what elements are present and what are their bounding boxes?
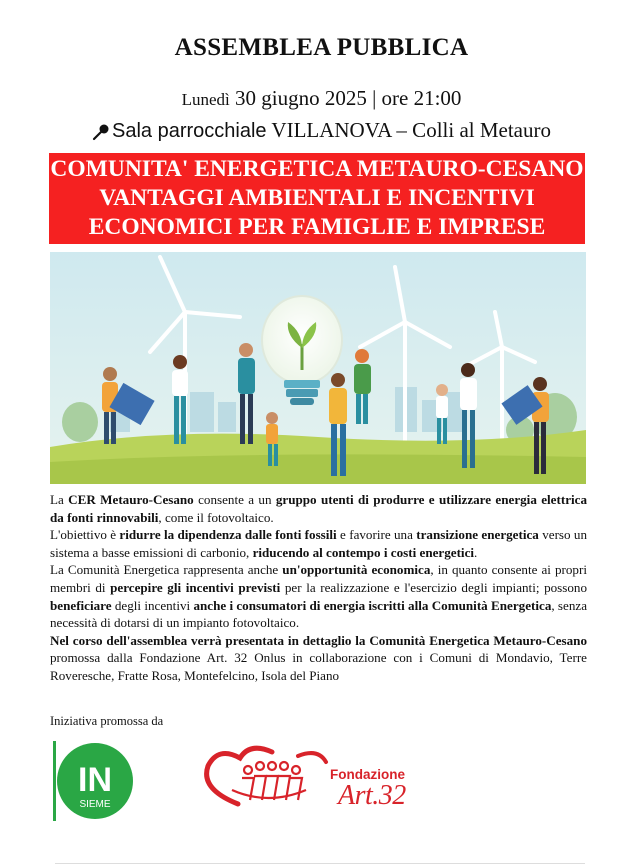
text-run-bold: un'opportunità economica <box>282 562 431 578</box>
insieme-logo-sieme: SIEME <box>79 799 111 810</box>
body-text <box>50 491 587 685</box>
fond-art-num: 32 <box>378 780 406 811</box>
pushpin-icon <box>92 123 110 141</box>
text-run: degli incentivi <box>111 597 194 613</box>
text-run-bold: Nel corso dell'assemblea verrà presentata in dettaglio la Comunità Energetica Metauro-Cesano <box>50 632 587 648</box>
energy-community-illustration <box>50 252 586 484</box>
page-title: ASSEMBLEA PUBBLICA <box>174 34 469 61</box>
promo-label: Iniziativa promossa da <box>50 714 164 728</box>
text-run-bold: anche i consumatori di energia iscritti alla Comunità Energetica <box>193 597 552 613</box>
banner-line-1: COMUNITA' ENERGETICA METAURO-CESANO <box>50 156 584 182</box>
text-run: e favorire una <box>336 527 417 543</box>
text-run-bold: percepire gli incentivi previsti <box>110 579 281 595</box>
insieme-logo <box>53 741 133 821</box>
text-run: verso un sistema a basse emissioni di carbonio, <box>50 527 588 560</box>
fondazione-art-number <box>338 780 406 812</box>
text-run-bold: riducendo al contempo i costi energetici <box>252 544 475 560</box>
text-run: La Comunità Energetica rappresenta anche <box>50 562 283 578</box>
text-run: L'obiettivo è <box>50 527 120 543</box>
event-date <box>0 86 643 111</box>
text-run: consente a un <box>193 492 276 507</box>
text-run: , in quanto consente ai propri membri di <box>50 562 587 595</box>
paragraph-4 <box>50 632 587 685</box>
paragraph-3 <box>50 561 587 631</box>
text-run: , come il fotovoltaico. <box>158 509 274 525</box>
event-date-time: 30 giugno 2025 | ore 21:00 <box>234 86 462 110</box>
fond-art-label: Art. <box>338 780 379 811</box>
text-run-bold: transizione energetica <box>416 527 539 543</box>
text-run: La <box>50 492 69 507</box>
paragraph-2 <box>50 526 587 561</box>
bottom-divider <box>55 863 585 864</box>
text-run: . <box>474 544 478 560</box>
paragraph-1 <box>50 491 587 526</box>
text-run-bold: gruppo utenti di produrre e utilizzare energia elettrica da fonti rinnovabili <box>50 492 587 525</box>
fondazione-word: Fondazione <box>330 767 405 782</box>
banner-line-3: ECONOMICI PER FAMIGLIE E IMPRESE <box>88 214 546 240</box>
venue-place: VILLANOVA – Colli al Metauro <box>271 118 551 142</box>
text-run: , senza necessità di dotarsi di un impianto fotovoltaico. <box>50 597 588 631</box>
text-run: per la realizzazione e l'esercizio degli impianti; possono <box>280 579 587 595</box>
venue-sala: Sala parrocchiale <box>112 120 267 142</box>
banner-line-2: VANTAGGI AMBIENTALI E INCENTIVI <box>99 185 535 211</box>
text-run-bold: CER Metauro-Cesano <box>68 492 194 507</box>
text-run: promossa dalla Fondazione Art. 32 Onlus in collaborazione con i Comuni di Mondavio, Terre Roveresche, Fratte Rosa, Montefelcino, Isola del Piano <box>50 650 587 683</box>
event-venue <box>0 118 643 143</box>
event-day: Lunedì <box>181 90 230 109</box>
text-run-bold: beneficiare <box>50 597 112 613</box>
headline-banner <box>49 153 585 244</box>
insieme-logo-in: IN <box>78 761 112 799</box>
text-run-bold: ridurre la dipendenza dalle fonti fossili <box>119 527 337 543</box>
